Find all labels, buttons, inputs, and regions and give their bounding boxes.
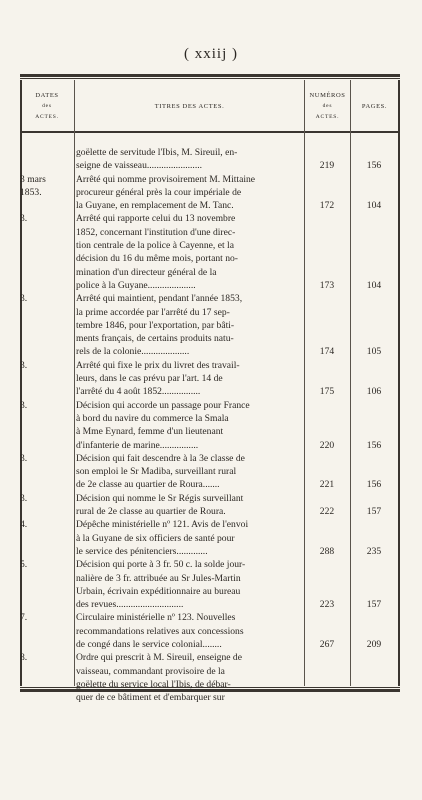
- entry-date-line: 3.: [20, 492, 28, 504]
- entry-date-line: [20, 532, 74, 545]
- header-dates-line: des: [42, 102, 52, 109]
- entry-title-line: tembre 1846, pour l'exportation, par bâti-: [76, 319, 235, 331]
- table-row: [20, 359, 400, 399]
- entry-title-line: la Guyane, en remplacement de M. Tanc.: [76, 200, 234, 212]
- entry-date-line: 4.: [20, 519, 28, 531]
- entry-page: 106: [366, 386, 382, 398]
- entry-title-line: quer de ce bâtiment et d'embarquer sur: [76, 692, 225, 704]
- entry-title: [76, 518, 304, 558]
- entry-title: [76, 359, 304, 399]
- header-dates-line: DATES: [35, 91, 59, 99]
- entry-title: [76, 212, 304, 292]
- header-numeros-line: NUMÉROS: [309, 91, 346, 99]
- entry-date-line: [20, 505, 74, 518]
- entry-date: [20, 399, 74, 426]
- entry-date-line: 5.: [20, 559, 28, 571]
- entry-title-line: son emploi le Sr Madiba, surveillant rural: [76, 466, 237, 478]
- entry-title-line: de 2e classe au quartier de Roura.......: [76, 479, 220, 491]
- header-numeros-line: ACTES.: [315, 113, 340, 120]
- entry-title: [76, 292, 304, 358]
- entry-date-line: [20, 625, 74, 638]
- entry-title: [76, 651, 304, 704]
- entry-date: [20, 146, 74, 173]
- entry-title-line: rural de 2e classe au quartier de Roura.: [76, 506, 226, 518]
- entry-date: [20, 492, 74, 519]
- entries-list: [20, 146, 400, 704]
- entry-title-line: goëlette du service local l'Ibis, de débar-: [76, 678, 231, 690]
- entry-title-line: Urbain, écrivain expéditionnaire au bureau: [76, 585, 241, 597]
- entry-numero: 220: [319, 439, 335, 451]
- table-row: [20, 651, 400, 704]
- table-row: [20, 212, 400, 292]
- entry-title-line: Circulaire ministérielle nº 123. Nouvelles: [76, 612, 236, 624]
- header-dates-line: ACTES.: [35, 113, 59, 120]
- entry-title-line: Décision qui nomme le Sr Régis surveillant: [76, 492, 244, 504]
- entry-title: [76, 492, 304, 519]
- header-titres-label: TITRES DES ACTES.: [154, 102, 225, 110]
- entry-title-line: Arrêté qui fixe le prix du livret des travail-: [76, 359, 240, 371]
- entry-page: 156: [366, 439, 382, 451]
- entry-title-line: police à la Guyane....................: [76, 279, 196, 291]
- entry-date-line: 1853.: [20, 186, 42, 198]
- index-table: [20, 74, 400, 704]
- entry-date-line: [20, 146, 74, 159]
- table-row: [20, 611, 400, 651]
- table-row: [20, 399, 400, 452]
- entry-title-line: leurs, dans le cas prévu par l'art. 14 de: [76, 373, 223, 385]
- entry-date: [20, 359, 74, 386]
- entry-page: 104: [366, 200, 382, 212]
- entry-title: [76, 399, 304, 452]
- entry-date: [20, 611, 74, 638]
- entry-title-line: goëlette de servitude l'Ibis, M. Sireuil, en-: [76, 147, 238, 158]
- entry-title-line: seigne de vaisseau.......................: [76, 160, 203, 172]
- header-pages-label: PAGES.: [361, 102, 388, 110]
- entry-numero: 288: [319, 545, 335, 557]
- entry-page: 105: [366, 346, 382, 358]
- entry-title-line: le service des pénitenciers.............: [76, 545, 208, 557]
- table-row: [20, 518, 400, 558]
- table-row: [20, 146, 400, 173]
- entry-date-line: [20, 372, 74, 385]
- entry-date-line: 3.: [20, 213, 28, 225]
- entry-title-line: à Mme Eynard, femme d'un lieutenant: [76, 426, 224, 438]
- entry-page: 235: [366, 545, 382, 557]
- entry-date: [20, 518, 74, 545]
- entry-date-line: [20, 412, 74, 425]
- entry-title-line: l'arrêté du 4 août 1852................: [76, 386, 201, 398]
- entry-title-line: Arrêté qui rapporte celui du 13 novembre: [76, 213, 236, 225]
- entry-date-line: [20, 159, 74, 172]
- entry-date-line: 3 mars: [20, 173, 46, 185]
- table-row: [20, 492, 400, 519]
- header-numeros-line: des: [322, 102, 333, 109]
- entry-title: [76, 611, 304, 651]
- header-numeros: [305, 84, 350, 128]
- entry-title-line: à bord du navire du commerce la Smala: [76, 412, 229, 424]
- entry-title-line: Dépêche ministérielle nº 121. Avis de l'envoi: [76, 519, 249, 531]
- entry-page: 104: [366, 279, 382, 291]
- entry-title: [76, 558, 304, 611]
- entry-date-line: [20, 465, 74, 478]
- entry-date: [20, 558, 74, 585]
- entry-numero: 173: [319, 279, 335, 291]
- entry-date: [20, 651, 74, 678]
- entry-title-line: la prime accordée par l'arrêté du 17 sep-: [76, 306, 230, 318]
- entry-numero: 219: [319, 160, 335, 172]
- header-titres: [75, 84, 304, 128]
- entry-title-line: à la Guyane de six officiers de santé pour: [76, 532, 235, 544]
- entry-title-line: nalière de 3 fr. attribuée au Sr Jules-Martin: [76, 572, 241, 584]
- table-row: [20, 292, 400, 358]
- entry-title-line: procureur général près la cour impériale de: [76, 186, 242, 198]
- entry-date-line: 3.: [20, 452, 28, 464]
- entry-date-line: [20, 665, 74, 678]
- entry-title-line: recommandations relatives aux concessions: [76, 625, 244, 637]
- header-rule: [20, 131, 400, 133]
- entry-date-line: 7.: [20, 612, 28, 624]
- entry-numero: 175: [319, 386, 335, 398]
- entry-date-line: 3.: [20, 359, 28, 371]
- entry-title-line: de congé dans le service colonial........: [76, 638, 222, 650]
- page-folio: ( xxiij ): [184, 46, 238, 62]
- entry-numero: 267: [319, 638, 335, 650]
- entry-date-line: [20, 306, 74, 319]
- entry-title-line: ments français, de certains produits natu-: [76, 333, 234, 345]
- entry-title-line: d'infanterie de marine................: [76, 439, 199, 451]
- entry-numero: 223: [319, 599, 335, 611]
- entry-date: [20, 292, 74, 319]
- entry-date-line: 8.: [20, 652, 28, 664]
- entry-title-line: rels de la colonie....................: [76, 346, 190, 358]
- entry-numero: 172: [319, 200, 335, 212]
- entry-page: 157: [366, 506, 382, 518]
- entry-title-line: 1852, concernant l'institution d'une direc-: [76, 226, 236, 238]
- entry-numero: 221: [319, 479, 335, 491]
- entry-title: [76, 146, 304, 173]
- header-dates: [20, 84, 74, 128]
- entry-page: 156: [366, 160, 382, 172]
- entry-title-line: Ordre qui prescrit à M. Sireuil, enseigne de: [76, 652, 242, 664]
- entry-title-line: mination d'un directeur général de la: [76, 266, 217, 278]
- entry-title-line: Décision qui porte à 3 fr. 50 c. la solde jour-: [76, 559, 246, 571]
- entry-date-line: [20, 226, 74, 239]
- entry-title-line: Arrêté qui nomme provisoirement M. Mittaine: [76, 173, 256, 185]
- entry-title-line: vaisseau, commandant provisoire de la: [76, 665, 225, 677]
- entry-date-line: 3.: [20, 399, 28, 411]
- entry-date: [20, 452, 74, 479]
- entry-title-line: tion centrale de la police à Cayenne, et la: [76, 240, 234, 252]
- header-pages: [351, 84, 398, 128]
- entry-title-line: décision du 16 du même mois, portant no-: [76, 253, 239, 265]
- entry-title-line: des revues............................: [76, 599, 184, 611]
- entry-title: [76, 452, 304, 492]
- entry-title-line: Décision qui accorde un passage pour France: [76, 399, 250, 411]
- top-rule: [20, 74, 400, 77]
- table-row: [20, 452, 400, 492]
- entry-page: 157: [366, 599, 382, 611]
- entry-title-line: Décision qui fait descendre à la 3e classe de: [76, 452, 245, 464]
- entry-date: [20, 212, 74, 239]
- table-row: [20, 173, 400, 213]
- entry-date-line: [20, 572, 74, 585]
- entry-numero: 174: [319, 346, 335, 358]
- entry-title-line: Arrêté qui maintient, pendant l'année 1853,: [76, 293, 243, 305]
- table-row: [20, 558, 400, 611]
- entry-date: [20, 173, 74, 200]
- top-rule-thin: [20, 78, 400, 79]
- entry-page: 156: [366, 479, 382, 491]
- entry-numero: 222: [319, 506, 335, 518]
- entry-title: [76, 173, 304, 213]
- entry-date-line: 3.: [20, 293, 28, 305]
- entry-page: 209: [366, 638, 382, 650]
